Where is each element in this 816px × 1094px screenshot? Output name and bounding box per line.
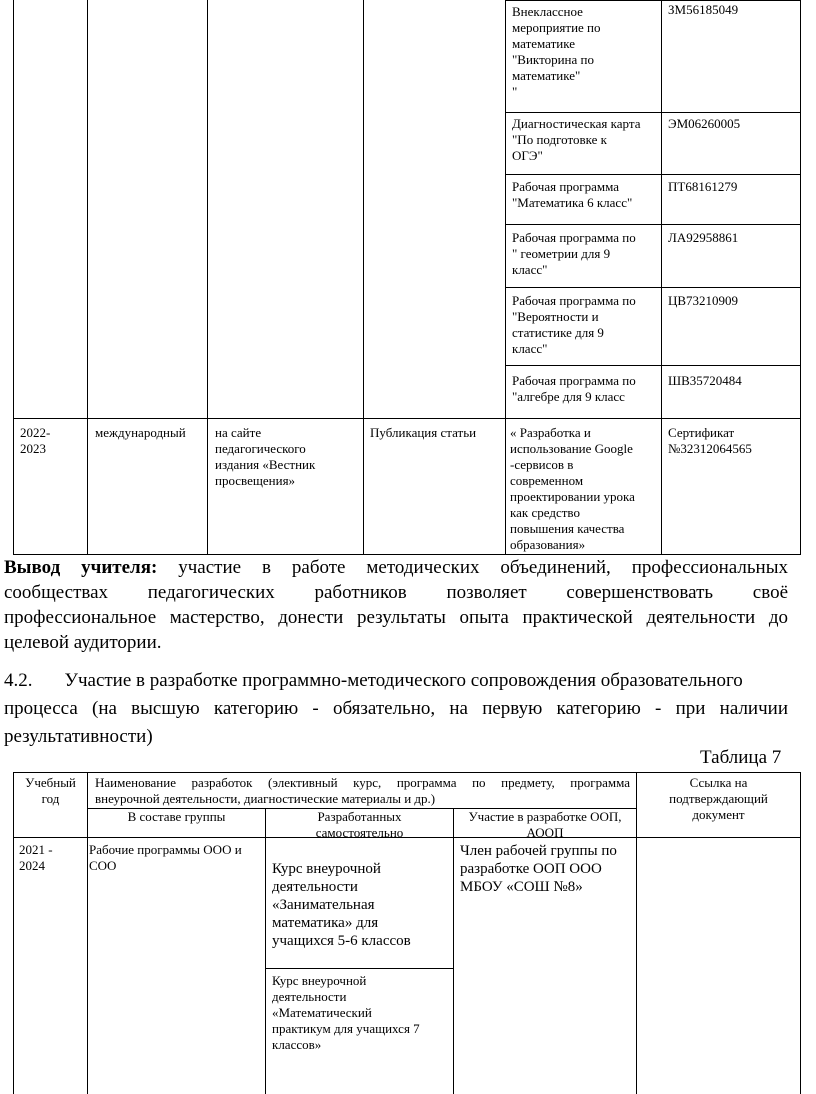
dev-title-geometry9: Рабочая программа по " геометрии для 9 класс" bbox=[512, 230, 636, 277]
header-developments: Наименование разработок (элективный курс, программа по предмету, программа внеурочной деятельности, диагностические материалы и др.) bbox=[95, 775, 630, 806]
dev-title-diagnostic: Диагностическая карта "По подготовке к ОГЭ" bbox=[512, 116, 641, 163]
conclusion-line-2: сообществах педагогических работников позволяет совершенствовать своё bbox=[4, 582, 788, 603]
row-certificate: Сертификат №32312064565 bbox=[668, 425, 752, 456]
self-course-entertaining-math: Курс внеурочной деятельности «Занимательная математика» для учащихся 5-6 классов bbox=[272, 861, 411, 949]
dev-code-diagnostic: ЭМ06260005 bbox=[668, 116, 741, 131]
dev-title-math6: Рабочая программа "Математика 6 класс" bbox=[512, 179, 633, 210]
conclusion-label: Вывод учителя: bbox=[4, 557, 158, 578]
table-caption: Таблица 7 bbox=[700, 747, 782, 768]
row-level: международный bbox=[95, 425, 186, 440]
conclusion-line-1: участие в работе методических объединений, профессиональных bbox=[178, 557, 788, 578]
teacher-conclusion bbox=[4, 555, 788, 655]
header-link: Ссылка на подтверждающий документ bbox=[669, 775, 768, 822]
header-year: Учебный год bbox=[25, 775, 76, 806]
section-heading-line-2: процесса (на высшую категорию - обязательно, на первую категорию - при наличии bbox=[4, 698, 788, 719]
conclusion-line-4: целевой аудитории. bbox=[4, 632, 162, 653]
section-heading-line-1: Участие в разработке программно-методического сопровождения образовательного bbox=[64, 670, 743, 691]
dev-code-geometry9: ЛА92958861 bbox=[668, 230, 739, 245]
dev-code-algebra9: ШВ35720484 bbox=[668, 373, 742, 388]
conclusion-line-3: профессиональное мастерство, донести результаты опыта практической деятельности до bbox=[4, 607, 788, 628]
dev-code-math6: ПТ68161279 bbox=[668, 179, 738, 194]
row-place: на сайте педагогического издания «Вестник просвещения» bbox=[215, 425, 316, 488]
header-in-group: В составе группы bbox=[127, 809, 226, 824]
row-topic: « Разработка и использование Google -сервисов в современном проектировании урока как средство повышения качества образования» bbox=[510, 425, 635, 552]
dev-title-algebra9: Рабочая программа по "алгебре для 9 класс bbox=[512, 373, 636, 404]
dev-code-quiz: ЗМ56185049 bbox=[668, 2, 739, 17]
row-year: 2022- 2023 bbox=[20, 425, 51, 456]
dev-title-probability9: Рабочая программа по "Вероятности и статистике для 9 класс" bbox=[512, 293, 636, 356]
header-oop-participation: Участие в разработке ООП, АООП bbox=[468, 809, 622, 840]
dev-title-quiz: Внеклассное мероприятие по математике "Викторина по математике" " bbox=[512, 4, 601, 99]
row-year-2021: 2021 - 2024 bbox=[19, 842, 53, 873]
section-4-2 bbox=[4, 667, 788, 751]
row-group-programs: Рабочие программы ООО и СОО bbox=[89, 842, 242, 873]
header-self-developed: Разработанных самостоятельно bbox=[315, 809, 404, 840]
self-course-math-practicum: Курс внеурочной деятельности «Математический практикум для учащихся 7 классов» bbox=[272, 973, 420, 1052]
oop-working-group: Член рабочей группы по разработке ООП ООО МБОУ «СОШ №8» bbox=[460, 843, 617, 895]
section-number: 4.2. bbox=[4, 670, 33, 691]
dev-code-probability9: ЦВ73210909 bbox=[668, 293, 739, 308]
row-form: Публикация статьи bbox=[370, 425, 477, 440]
section-heading-line-3: результативности) bbox=[4, 726, 153, 747]
